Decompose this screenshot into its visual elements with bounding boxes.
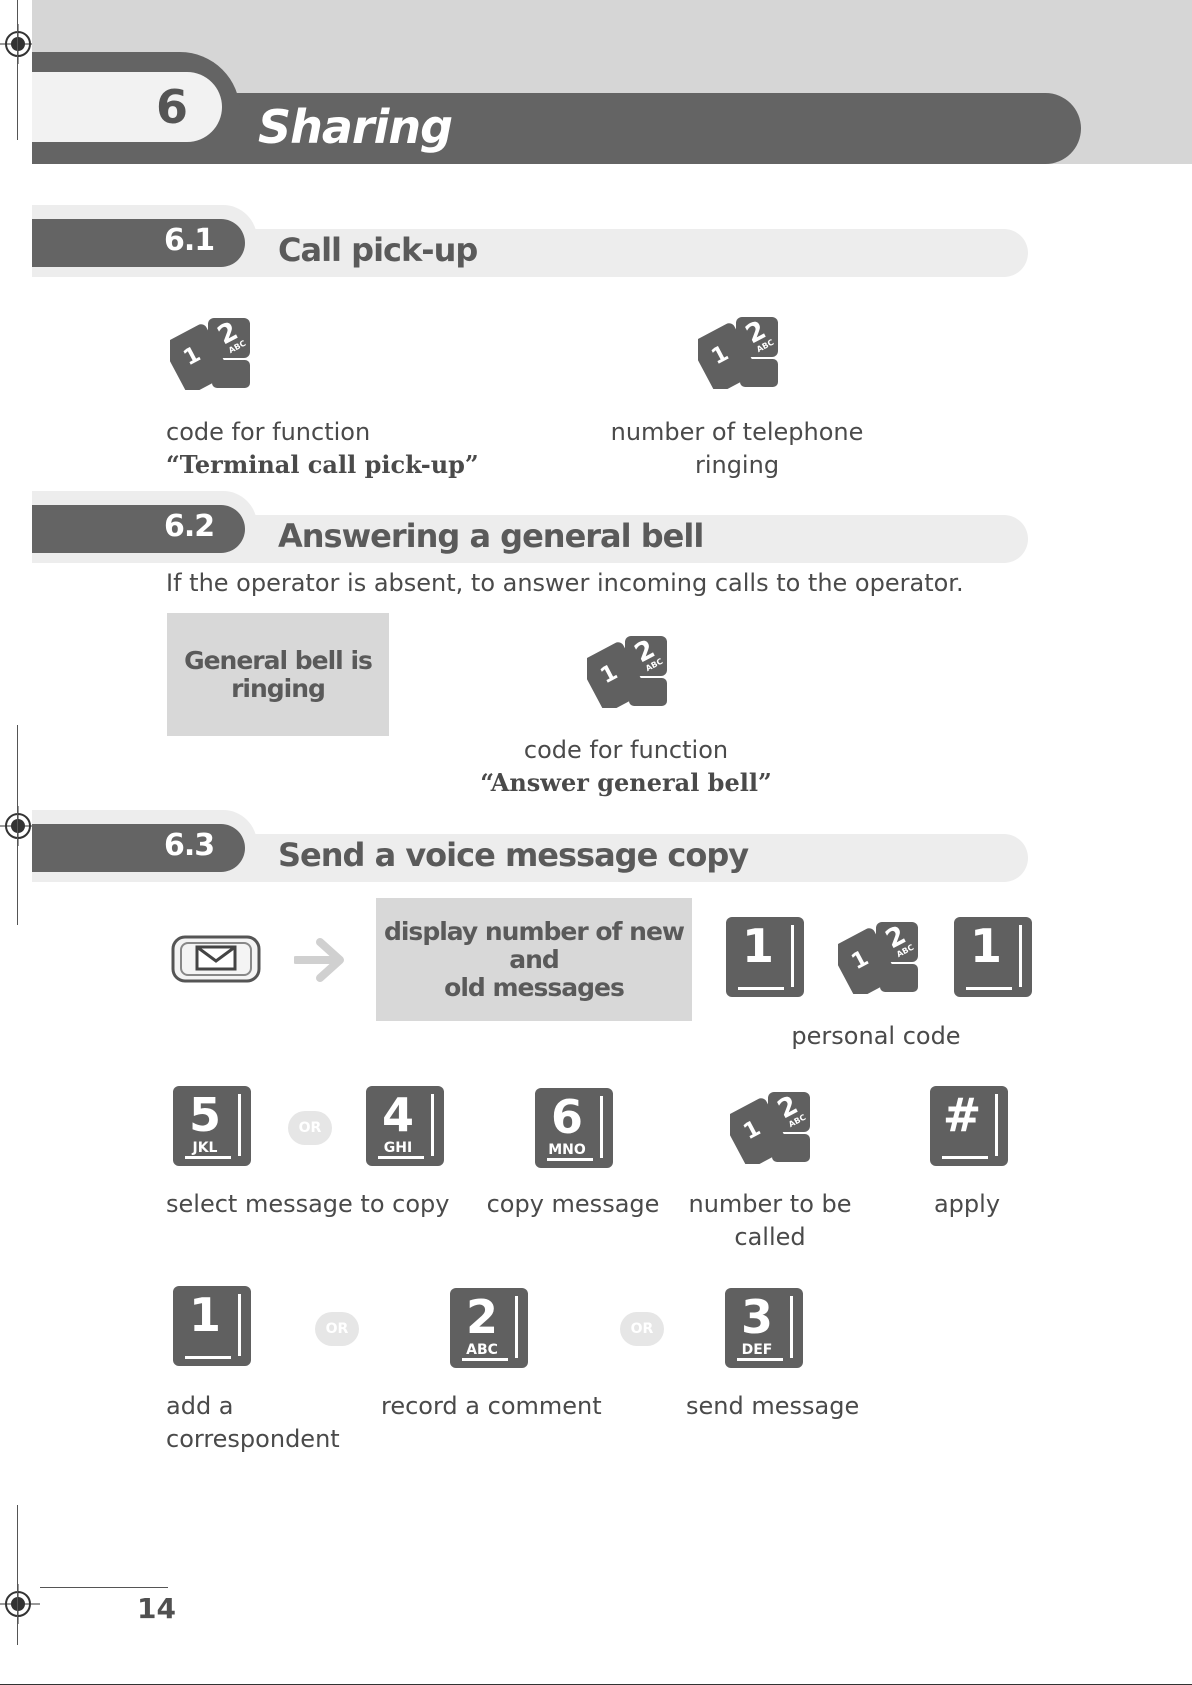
key-digit: 3 (740, 1290, 773, 1344)
status-line-2: ringing (231, 673, 325, 703)
key-digit: 4 (381, 1088, 414, 1142)
section-number: 6.2 (164, 509, 215, 544)
key-digit: 2 (465, 1290, 498, 1344)
caption-number-to-be-called-1: number to be (688, 1190, 852, 1218)
caption-ringing: ringing (694, 451, 780, 479)
section-header-6-1 (32, 205, 1028, 277)
caption-apply: apply (933, 1190, 1001, 1218)
crop-line (17, 725, 18, 925)
key-1[interactable] (173, 1286, 251, 1366)
or-separator: OR (315, 1312, 359, 1346)
key-edge (431, 1094, 434, 1156)
general-bell-status-box (167, 613, 389, 736)
right-arrow-icon (294, 938, 346, 982)
caption-correspondent: correspondent (166, 1425, 340, 1453)
keypad-icon (838, 920, 920, 994)
key-underline (185, 1356, 231, 1359)
key-letters: MNO (548, 1142, 586, 1158)
caption-copy-message: copy message (486, 1190, 660, 1218)
keypad-icon (730, 1090, 812, 1164)
key-edge (238, 1094, 241, 1156)
chapter-number: 6 (156, 80, 189, 134)
crop-line (40, 1587, 168, 1588)
key-underline (185, 1156, 231, 1159)
or-separator: OR (620, 1312, 664, 1346)
keypad-icon (587, 634, 669, 708)
crop-line (17, 0, 18, 140)
key-underline (547, 1158, 593, 1161)
key-3[interactable] (725, 1288, 803, 1368)
caption-answer-general-bell: “Answer general bell” (480, 768, 772, 797)
section-number: 6.1 (164, 223, 215, 258)
key-4[interactable] (366, 1086, 444, 1166)
key-underline (966, 987, 1012, 990)
key-2[interactable] (450, 1288, 528, 1368)
display-line-1: display number of new and (383, 916, 685, 974)
envelope-key-icon[interactable] (171, 934, 261, 984)
section-title: Send a voice message copy (278, 836, 749, 874)
key-digit: # (942, 1088, 982, 1142)
section-header-6-3 (32, 810, 1028, 882)
key-letters: GHI (383, 1140, 413, 1156)
key-edge (791, 925, 794, 987)
key-digit: 6 (550, 1090, 583, 1144)
key-edge (238, 1294, 241, 1356)
key-digit: 1 (969, 919, 1002, 973)
caption-terminal-call-pickup: “Terminal call pick-up” (166, 450, 479, 479)
key-underline (378, 1156, 424, 1159)
key-digit: 1 (188, 1288, 221, 1342)
caption-add-a: add a (166, 1392, 234, 1420)
caption-select-message-to-copy: select message to copy (166, 1190, 450, 1218)
chapter-number-pill (32, 72, 222, 142)
key-underline (738, 987, 784, 990)
caption-code-for-function: code for function (523, 736, 729, 764)
key-edge (600, 1096, 603, 1158)
key-letters: DEF (741, 1342, 773, 1358)
keypad-icon (170, 316, 252, 390)
key-letters: ABC (466, 1342, 498, 1358)
key-digit: 1 (741, 919, 774, 973)
page-number: 14 (137, 1592, 176, 1625)
key-letters: JKL (192, 1140, 218, 1156)
key-5[interactable] (173, 1086, 251, 1166)
key-edge (515, 1296, 518, 1358)
key-1[interactable] (954, 917, 1032, 997)
caption-send-message: send message (686, 1392, 860, 1420)
display-messages-box (376, 898, 692, 1021)
caption-record-a-comment: record a comment (381, 1392, 602, 1420)
display-line-2: old messages (444, 972, 624, 1002)
key-underline (737, 1358, 783, 1361)
chapter-title: Sharing (258, 100, 453, 154)
caption-personal-code: personal code (791, 1022, 961, 1050)
section-title: Call pick-up (278, 231, 478, 269)
caption-number-to-be-called-2: called (734, 1223, 806, 1251)
caption-code-for-function: code for function (166, 418, 371, 446)
keypad-icon (698, 315, 780, 389)
caption-number-of-telephone: number of telephone (610, 418, 864, 446)
section-header-6-2 (32, 491, 1028, 563)
crop-line (17, 1505, 18, 1645)
key-edge (995, 1094, 998, 1156)
key-underline (462, 1358, 508, 1361)
key-edge (790, 1296, 793, 1358)
registration-mark-icon (0, 1584, 40, 1624)
section-number: 6.3 (164, 828, 215, 863)
status-line-1: General bell is (184, 645, 372, 675)
key-hash[interactable] (930, 1086, 1008, 1166)
or-separator: OR (288, 1111, 332, 1145)
section-title: Answering a general bell (278, 517, 704, 555)
key-6[interactable] (535, 1088, 613, 1168)
section-intro: If the operator is absent, to answer incoming calls to the operator. (166, 569, 964, 597)
key-1[interactable] (726, 917, 804, 997)
key-underline (942, 1156, 988, 1159)
key-edge (1019, 925, 1022, 987)
key-digit: 5 (188, 1088, 221, 1142)
